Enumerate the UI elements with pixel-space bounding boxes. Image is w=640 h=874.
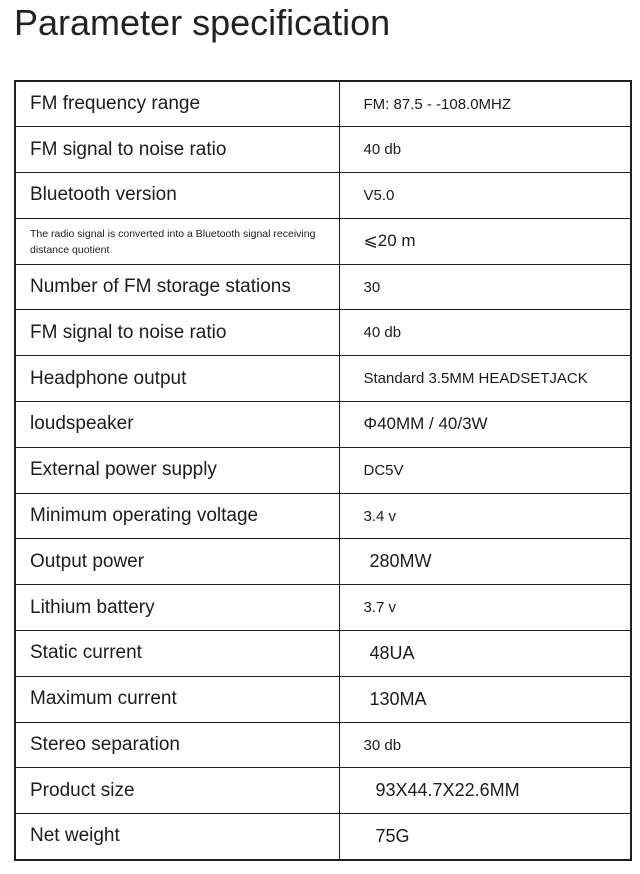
spec-row — [15, 218, 631, 264]
spec-value: 93X44.7X22.6MM — [339, 768, 631, 814]
spec-value: FM: 87.5 - -108.0MHZ — [339, 81, 631, 127]
spec-row — [15, 676, 631, 722]
spec-row — [15, 493, 631, 539]
spec-value: 30 — [339, 264, 631, 310]
spec-value: 75G — [339, 814, 631, 860]
spec-name: Product size — [15, 768, 339, 814]
spec-name: The radio signal is converted into a Bluetooth signal receiving distance quotient — [15, 218, 339, 264]
spec-value: 48UA — [339, 631, 631, 677]
spec-value: 130MA — [339, 676, 631, 722]
spec-row — [15, 264, 631, 310]
spec-row — [15, 447, 631, 493]
spec-name: Output power — [15, 539, 339, 585]
spec-name: External power supply — [15, 447, 339, 493]
spec-value: 3.4 v — [339, 493, 631, 539]
spec-value: 40 db — [339, 310, 631, 356]
spec-value: 40 db — [339, 127, 631, 173]
spec-name: Net weight — [15, 814, 339, 860]
spec-value: V5.0 — [339, 173, 631, 219]
spec-value: Φ40MM / 40/3W — [339, 402, 631, 448]
spec-value: Standard 3.5MM HEADSETJACK — [339, 356, 631, 402]
spec-row — [15, 768, 631, 814]
spec-name: Stereo separation — [15, 722, 339, 768]
page-title: Parameter specification — [14, 2, 391, 43]
spec-row — [15, 402, 631, 448]
spec-name: FM signal to noise ratio — [15, 310, 339, 356]
spec-name: loudspeaker — [15, 402, 339, 448]
spec-row — [15, 814, 631, 860]
spec-name: Lithium battery — [15, 585, 339, 631]
spec-row — [15, 631, 631, 677]
spec-row — [15, 173, 631, 219]
spec-name: Bluetooth version — [15, 173, 339, 219]
spec-row — [15, 81, 631, 127]
spec-row — [15, 310, 631, 356]
spec-row — [15, 127, 631, 173]
spec-row — [15, 585, 631, 631]
spec-name: Number of FM storage stations — [15, 264, 339, 310]
spec-name: Static current — [15, 631, 339, 677]
spec-value: ⩽20 m — [339, 218, 631, 264]
spec-row — [15, 356, 631, 402]
spec-row — [15, 539, 631, 585]
spec-name: FM frequency range — [15, 81, 339, 127]
spec-name: Minimum operating voltage — [15, 493, 339, 539]
spec-table — [14, 80, 632, 861]
spec-value: 3.7 v — [339, 585, 631, 631]
spec-value: 30 db — [339, 722, 631, 768]
spec-name: FM signal to noise ratio — [15, 127, 339, 173]
spec-name: Headphone output — [15, 356, 339, 402]
spec-value: DC5V — [339, 447, 631, 493]
spec-value: 280MW — [339, 539, 631, 585]
spec-row — [15, 722, 631, 768]
spec-name: Maximum current — [15, 676, 339, 722]
